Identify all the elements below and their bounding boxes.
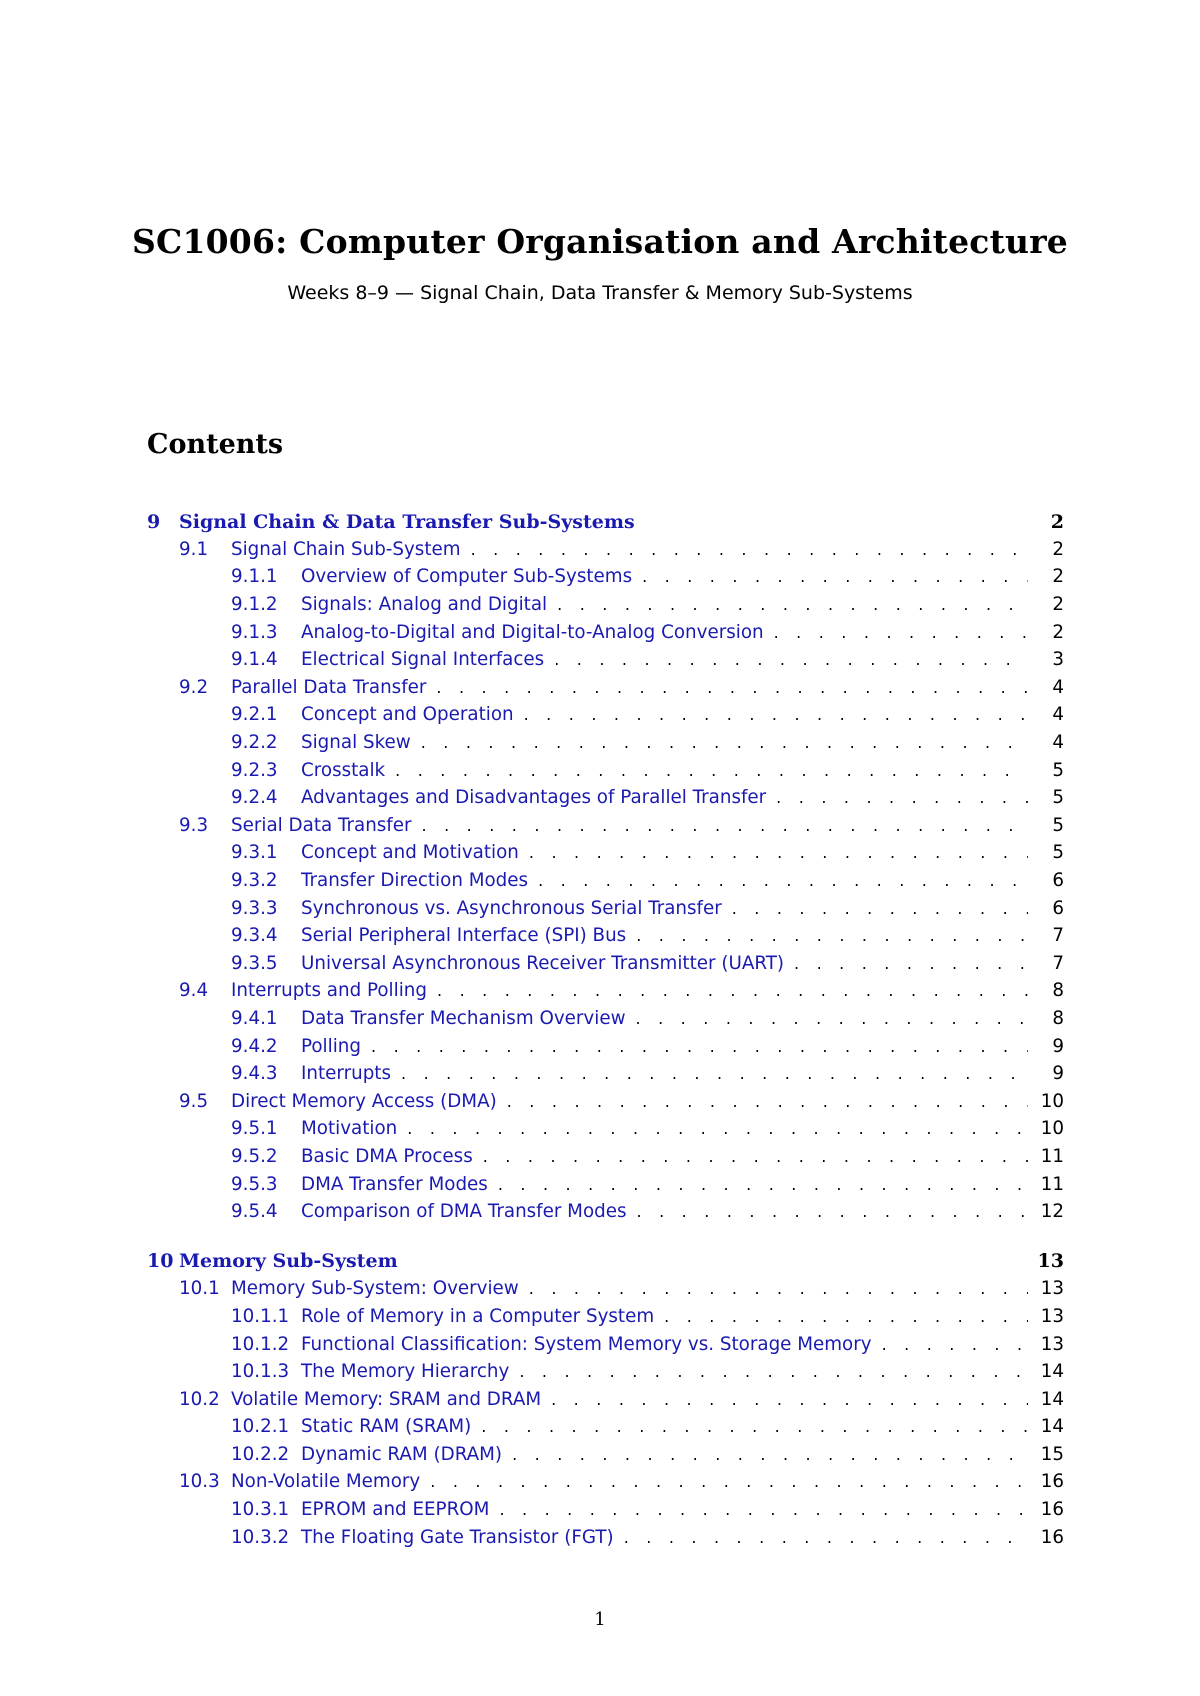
toc-entry-title[interactable]: The Floating Gate Transistor (FGT) [301, 1526, 614, 1548]
toc-leader-dots [550, 650, 1028, 669]
toc-entry-title[interactable]: Interrupts [301, 1063, 391, 1085]
toc-entry-title[interactable]: Universal Asynchronous Receiver Transmitter (UART) [301, 952, 785, 974]
toc-entry-title[interactable]: Role of Memory in a Computer System [301, 1305, 655, 1327]
toc-subsection-entry[interactable] [147, 1143, 1064, 1171]
toc-entry-number: 9.1.4 [231, 649, 278, 671]
toc-entry-number: 10.3.1 [231, 1499, 290, 1521]
toc-subsection-entry[interactable] [147, 1032, 1064, 1060]
toc-leader-dots [426, 1472, 1028, 1491]
toc-entry-title[interactable]: Advantages and Disadvantages of Parallel Transfer [301, 787, 767, 809]
toc-leader-dots [391, 761, 1028, 780]
toc-section-entry[interactable] [147, 977, 1064, 1005]
toc-leader-dots [433, 981, 1028, 1000]
toc-subsection-entry[interactable] [147, 646, 1064, 674]
toc-entry-page: 3 [1052, 649, 1064, 671]
toc-entry-page: 5 [1052, 814, 1064, 836]
toc-entry-page: 5 [1052, 759, 1064, 781]
toc-entry-title[interactable]: Volatile Memory: SRAM and DRAM [231, 1388, 542, 1410]
toc-entry-number: 9.2.2 [231, 732, 278, 754]
toc-entry-number: 9.2.1 [231, 704, 278, 726]
toc-entry-title[interactable]: Signal Skew [301, 732, 411, 754]
toc-entry-title[interactable]: Signal Chain Sub-System [231, 538, 461, 560]
toc-leader-dots [494, 1175, 1028, 1194]
toc-section-entry[interactable] [147, 1275, 1064, 1303]
toc-entry-page: 11 [1040, 1173, 1064, 1195]
toc-section-entry[interactable] [147, 812, 1064, 840]
toc-entry-page: 15 [1040, 1443, 1064, 1465]
toc-subsection-entry[interactable] [147, 1115, 1064, 1143]
toc-entry-number: 10.2 [179, 1388, 220, 1410]
toc-subsection-entry[interactable] [147, 784, 1064, 812]
toc-leader-dots [515, 1362, 1028, 1381]
toc-entry-page: 9 [1052, 1063, 1064, 1085]
toc-entry-page: 6 [1052, 870, 1064, 892]
toc-leader-dots [495, 1500, 1028, 1519]
toc-entry-page: 2 [1052, 538, 1064, 560]
toc-leader-dots [525, 1279, 1028, 1298]
toc-entry-title[interactable]: Parallel Data Transfer [231, 676, 427, 698]
toc-entry-page: 4 [1052, 704, 1064, 726]
toc-section-entry[interactable] [147, 1468, 1064, 1496]
toc-subsection-entry[interactable] [147, 894, 1064, 922]
toc-leader-dots [432, 678, 1028, 697]
toc-subsection-entry[interactable] [147, 867, 1064, 895]
toc-entry-page: 16 [1040, 1471, 1064, 1493]
toc-entry-title[interactable]: Non-Volatile Memory [231, 1471, 421, 1493]
toc-entry-page: 2 [1052, 566, 1064, 588]
toc-entry-title[interactable]: Memory Sub-System: Overview [231, 1278, 519, 1300]
toc-entry-number: 10.2.2 [231, 1443, 290, 1465]
toc-subsection-entry[interactable] [147, 839, 1064, 867]
toc-entry-page: 14 [1040, 1416, 1064, 1438]
toc-leader-dots [477, 1417, 1028, 1436]
toc-subsection-entry[interactable] [147, 1170, 1064, 1198]
toc-entry-page: 9 [1052, 1035, 1064, 1057]
toc-entry-page: 13 [1040, 1305, 1064, 1327]
toc-entry-number: 9 [147, 510, 161, 533]
toc-entry-page: 10 [1040, 1090, 1064, 1112]
toc-entry-title[interactable]: Concept and Operation [301, 704, 514, 726]
contents-heading: Contents [147, 429, 284, 460]
toc-entry-number: 9.2.3 [231, 759, 278, 781]
toc-section-entry[interactable] [147, 1087, 1064, 1115]
toc-entry-number: 10.1.3 [231, 1361, 290, 1383]
toc-subsection-entry[interactable] [147, 1358, 1064, 1386]
toc-section-entry[interactable] [147, 536, 1064, 564]
toc-subsection-entry[interactable] [147, 1330, 1064, 1358]
toc-entry-title[interactable]: Signals: Analog and Digital [301, 594, 548, 616]
toc-entry-title[interactable]: Dynamic RAM (DRAM) [301, 1443, 503, 1465]
toc-entry-number: 9.1.2 [231, 594, 278, 616]
toc-leader-dots [878, 1335, 1028, 1354]
toc-subsection-entry[interactable] [147, 950, 1064, 978]
toc-subsection-entry[interactable] [147, 756, 1064, 784]
toc-subsection-entry[interactable] [147, 1413, 1064, 1441]
toc-entry-number: 9.3.5 [231, 952, 278, 974]
toc-leader-dots [790, 954, 1028, 973]
toc-entry-page: 4 [1052, 732, 1064, 754]
toc-entry-title[interactable]: Basic DMA Process [301, 1145, 473, 1167]
toc-entry-title[interactable]: Electrical Signal Interfaces [301, 649, 545, 671]
toc-entry-number: 9.5.1 [231, 1118, 278, 1140]
toc-subsection-entry[interactable] [147, 591, 1064, 619]
toc-entry-page: 7 [1052, 952, 1064, 974]
toc-entry-number: 10.2.1 [231, 1416, 290, 1438]
toc-subsection-entry[interactable] [147, 1005, 1064, 1033]
toc-leader-dots [638, 567, 1028, 586]
toc-subsection-entry[interactable] [147, 1441, 1064, 1469]
toc-entry-number: 9.5 [179, 1090, 209, 1112]
toc-leader-dots [503, 1092, 1028, 1111]
toc-entry-number: 9.3.3 [231, 897, 278, 919]
toc-entry-title[interactable]: Motivation [301, 1118, 398, 1140]
toc-entry-page: 5 [1052, 842, 1064, 864]
toc-section-entry[interactable] [147, 674, 1064, 702]
toc-entry-page: 13 [1040, 1333, 1064, 1355]
toc-entry-number: 9.3.2 [231, 870, 278, 892]
toc-leader-dots [534, 871, 1028, 890]
toc-subsection-entry[interactable] [147, 1523, 1064, 1551]
toc-entry-page: 11 [1040, 1145, 1064, 1167]
toc-leader-dots [620, 1528, 1028, 1547]
toc-subsection-entry[interactable] [147, 618, 1064, 646]
toc-entry-number: 9.4.3 [231, 1063, 278, 1085]
toc-entry-title[interactable]: Functional Classification: System Memory vs. Storage Memory [301, 1333, 872, 1355]
toc-leader-dots [660, 1307, 1028, 1326]
toc-entry-number: 9.5.3 [231, 1173, 278, 1195]
toc-entry-number: 9.3 [179, 814, 209, 836]
toc-entry-number: 9.2 [179, 676, 209, 698]
toc-leader-dots [467, 540, 1028, 559]
toc-leader-dots [403, 1119, 1028, 1138]
toc-entry-title[interactable]: Static RAM (SRAM) [301, 1416, 472, 1438]
toc-chapter-entry[interactable] [147, 508, 1064, 536]
toc-entry-number: 9.5.4 [231, 1201, 278, 1223]
toc-entry-page: 7 [1052, 925, 1064, 947]
toc-entry-page: 5 [1052, 787, 1064, 809]
toc-entry-page: 16 [1040, 1526, 1064, 1548]
toc-entry-number: 9.4 [179, 980, 209, 1002]
toc-leader-dots [479, 1147, 1028, 1166]
table-of-contents [147, 508, 1064, 1551]
toc-entry-number: 10.1.2 [231, 1333, 290, 1355]
toc-entry-number: 10.3 [179, 1471, 220, 1493]
toc-entry-title[interactable]: EPROM and EEPROM [301, 1499, 490, 1521]
toc-leader-dots [632, 1009, 1028, 1028]
toc-entry-title[interactable]: Direct Memory Access (DMA) [231, 1090, 497, 1112]
toc-entry-title[interactable]: Interrupts and Polling [231, 980, 427, 1002]
toc-entry-number: 10.1.1 [231, 1305, 290, 1327]
toc-entry-number: 9.5.2 [231, 1145, 278, 1167]
toc-leader-dots [728, 899, 1028, 918]
toc-entry-page: 8 [1052, 1007, 1064, 1029]
toc-entry-title[interactable]: Serial Data Transfer [231, 814, 412, 836]
toc-entry-number: 9.1.1 [231, 566, 278, 588]
toc-section-entry[interactable] [147, 1385, 1064, 1413]
toc-entry-title[interactable]: DMA Transfer Modes [301, 1173, 488, 1195]
toc-entry-page: 14 [1040, 1361, 1064, 1383]
toc-entry-title[interactable]: Analog-to-Digital and Digital-to-Analog Conversion [301, 621, 764, 643]
toc-entry-page: 4 [1052, 676, 1064, 698]
toc-entry-number: 9.1 [179, 538, 209, 560]
toc-entry-number: 9.4.2 [231, 1035, 278, 1057]
toc-leader-dots [367, 1037, 1028, 1056]
document-title: SC1006: Computer Organisation and Architecture [131, 222, 1069, 261]
toc-subsection-entry[interactable] [147, 563, 1064, 591]
toc-leader-dots [520, 705, 1028, 724]
toc-entry-page: 16 [1040, 1499, 1064, 1521]
toc-entry-page: 6 [1052, 897, 1064, 919]
toc-entry-number: 10 [147, 1250, 174, 1273]
toc-subsection-entry[interactable] [147, 1198, 1064, 1226]
toc-leader-dots [508, 1445, 1028, 1464]
toc-entry-title[interactable]: Memory Sub-System [179, 1250, 398, 1273]
toc-leader-dots [525, 843, 1028, 862]
toc-entry-page: 13 [1040, 1278, 1064, 1300]
toc-entry-page: 8 [1052, 980, 1064, 1002]
toc-entry-page: 14 [1040, 1388, 1064, 1410]
toc-entry-page: 12 [1040, 1201, 1064, 1223]
toc-entry-title[interactable]: Concept and Motivation [301, 842, 519, 864]
toc-entry-number: 10.1 [179, 1278, 220, 1300]
toc-leader-dots [547, 1390, 1028, 1409]
toc-entry-number: 9.1.3 [231, 621, 278, 643]
toc-leader-dots [633, 1202, 1028, 1221]
toc-leader-dots [417, 733, 1028, 752]
toc-entry-title[interactable]: Transfer Direction Modes [301, 870, 529, 892]
toc-entry-number: 9.2.4 [231, 787, 278, 809]
toc-entry-page: 2 [1052, 621, 1064, 643]
toc-subsection-entry[interactable] [147, 729, 1064, 757]
toc-entry-title[interactable]: Comparison of DMA Transfer Modes [301, 1201, 627, 1223]
toc-entry-number: 10.3.2 [231, 1526, 290, 1548]
toc-entry-page: 2 [1050, 510, 1064, 533]
toc-entry-title[interactable]: Crosstalk [301, 759, 386, 781]
toc-entry-page: 10 [1040, 1118, 1064, 1140]
toc-leader-dots [397, 1064, 1028, 1083]
toc-entry-number: 9.4.1 [231, 1007, 278, 1029]
toc-entry-title[interactable]: Polling [301, 1035, 361, 1057]
toc-entry-title[interactable]: Synchronous vs. Asynchronous Serial Transfer [301, 897, 722, 919]
toc-chapter-entry[interactable] [147, 1247, 1064, 1275]
toc-entry-title[interactable]: Serial Peripheral Interface (SPI) Bus [301, 925, 627, 947]
toc-entry-title[interactable]: The Memory Hierarchy [301, 1361, 510, 1383]
toc-subsection-entry[interactable] [147, 701, 1064, 729]
toc-subsection-entry[interactable] [147, 1303, 1064, 1331]
toc-entry-page: 2 [1052, 594, 1064, 616]
toc-subsection-entry[interactable] [147, 1496, 1064, 1524]
toc-subsection-entry[interactable] [147, 922, 1064, 950]
toc-entry-title[interactable]: Signal Chain & Data Transfer Sub-Systems [179, 510, 635, 533]
page-number: 1 [594, 1609, 606, 1630]
toc-subsection-entry[interactable] [147, 1060, 1064, 1088]
toc-entry-page: 13 [1037, 1250, 1064, 1273]
toc-leader-dots [553, 595, 1028, 614]
toc-entry-title[interactable]: Overview of Computer Sub-Systems [301, 566, 633, 588]
toc-leader-dots [632, 926, 1028, 945]
toc-leader-dots [772, 788, 1028, 807]
toc-entry-number: 9.3.4 [231, 925, 278, 947]
toc-entry-number: 9.3.1 [231, 842, 278, 864]
toc-leader-dots [418, 816, 1028, 835]
toc-leader-dots [770, 623, 1028, 642]
toc-entry-title[interactable]: Data Transfer Mechanism Overview [301, 1007, 626, 1029]
document-subtitle: Weeks 8–9 — Signal Chain, Data Transfer & Memory Sub-Systems [287, 282, 913, 304]
